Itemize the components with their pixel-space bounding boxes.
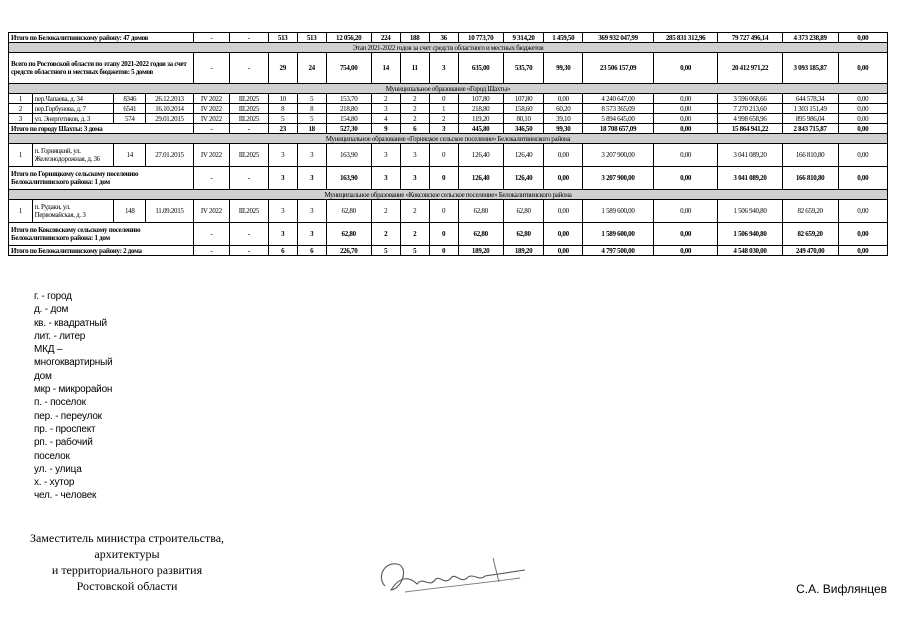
total-value: 3 [268,223,297,246]
total-value: 14 [371,53,400,84]
table-cell: 158,60 [503,104,544,114]
address-cell: пер.Горбунова, д. 7 [32,104,114,114]
table-cell: 3 [371,144,400,167]
table-cell: 895 986,04 [782,114,838,124]
table-cell: 2 [371,94,400,104]
signer-position-line: и территориального развития [51,563,203,577]
total-value: 3 [297,167,326,190]
table-cell: 3 [400,144,429,167]
total-value: 12 056,20 [326,33,371,43]
total-value: - [230,246,269,256]
total-value: 369 932 047,99 [583,33,654,43]
total-value: 2 [400,223,429,246]
table-cell: 2 [400,114,429,124]
total-value: 0,00 [838,33,888,43]
total-value: 62,80 [503,223,544,246]
abbreviation-item: рп. - рабочий [34,437,93,449]
table-cell: 8 [268,104,297,114]
table-cell: 0,00 [544,94,583,104]
section-header-row [9,134,888,144]
section-header: Муниципальное образование «Коксовское сельское поселение» Белокалитвинского района [9,190,888,200]
abbreviations-list [34,290,112,503]
table-cell: 3 596 068,66 [718,94,782,104]
table-cell: 8 [297,104,326,114]
table-cell: 14 [114,144,146,167]
table-cell: 0 [429,200,458,223]
total-row [9,167,888,190]
table-cell: 62,80 [326,200,371,223]
total-value: 23 [268,124,297,134]
total-value: 36 [429,33,458,43]
total-label: Итого по Коксовскому сельскому поселению Белокалитвинского района: 1 дом [9,223,194,246]
table-cell: 163,90 [326,144,371,167]
housing-table [8,32,888,256]
table-cell: 4 998 658,96 [718,114,782,124]
table-cell: 148 [114,200,146,223]
table-cell: 62,80 [458,200,503,223]
table-cell: 3 [297,144,326,167]
abbreviation-item: многоквартирный [34,357,113,369]
total-value: 754,00 [326,53,371,84]
table-cell: 1 589 600,00 [583,200,654,223]
table-row [9,200,888,223]
table-cell: 27.01.2015 [146,144,193,167]
total-value: 513 [297,33,326,43]
total-value: 249 470,00 [782,246,838,256]
total-value: 23 506 157,09 [583,53,654,84]
total-value: 0,00 [838,246,888,256]
total-value: 0,00 [544,246,583,256]
table-cell: 5 [268,114,297,124]
table-cell: 126,40 [503,144,544,167]
total-label: Итого по Горняцкому сельскому поселению Белокалитвинского района: 1 дом [9,167,194,190]
total-value: 224 [371,33,400,43]
total-value: 3 [429,124,458,134]
table-cell: 0,00 [653,114,717,124]
total-value: 15 864 941,22 [718,124,782,134]
total-value: 18 708 657,09 [583,124,654,134]
table-cell: 0,00 [838,200,888,223]
total-value: - [230,124,269,134]
table-cell: 1 [9,94,33,104]
total-label: Итого по городу Шахты: 3 дома [9,124,194,134]
table-cell: III.2025 [230,114,269,124]
signer-position [12,530,242,594]
abbreviation-item: мкр - микрорайон [34,384,113,396]
total-value: - [230,33,269,43]
total-value: 29 [268,53,297,84]
table-cell: 2 [400,104,429,114]
address-cell: п. Горняцкий, ул. Железнодорожная, д. 36 [32,144,114,167]
table-row [9,94,888,104]
total-value: - [193,33,229,43]
total-value: - [230,53,269,84]
table-cell: 82 659,20 [782,200,838,223]
total-value: 1 506 940,80 [718,223,782,246]
total-value: - [193,167,229,190]
abbreviation-item: д. - дом [34,304,69,316]
total-value: 0 [429,167,458,190]
table-cell: 4 [371,114,400,124]
total-value: 0 [429,246,458,256]
table-cell: 3 207 900,00 [583,144,654,167]
table-cell: IV 2022 [193,104,229,114]
table-cell: 3 [371,104,400,114]
total-value: 126,40 [458,167,503,190]
total-value: 535,70 [503,53,544,84]
table-cell: 154,80 [326,114,371,124]
total-row [9,53,888,84]
total-value: 9 [371,124,400,134]
total-value: 0,00 [838,53,888,84]
total-value: 3 [371,167,400,190]
section-header-row [9,84,888,94]
table-row [9,144,888,167]
table-cell: 2 [400,94,429,104]
table-cell: IV 2022 [193,94,229,104]
total-value: 445,80 [458,124,503,134]
table-row [9,104,888,114]
table-cell: 107,80 [503,94,544,104]
table-cell: 3 041 089,20 [718,144,782,167]
total-value: 226,70 [326,246,371,256]
total-value: 0,00 [838,223,888,246]
total-value: 513 [268,33,297,43]
abbreviation-item: пр. - проспект [34,423,96,435]
table-cell: III.2025 [230,104,269,114]
table-cell: 0,00 [653,144,717,167]
table-cell: 644 578,34 [782,94,838,104]
table-cell: 2 [9,104,33,114]
total-label: Итого по Белокалитвинскому району: 47 домов [9,33,194,43]
total-row [9,246,888,256]
total-value: 0,00 [653,223,717,246]
total-label: Всего по Ростовской области по этапу 2021-2022 годов за счет средств областного и местных бюджетов: 5 домов [9,53,194,84]
table-cell: III.2025 [230,200,269,223]
abbreviation-item: кв. - квадратный [34,317,107,329]
signer-position-line: Заместитель министра строительства, [29,531,225,545]
total-value: 6 [400,124,429,134]
abbreviation-item: п. - поселок [34,397,86,409]
table-cell: 60,20 [544,104,583,114]
table-cell: 2 [371,200,400,223]
table-cell: 6541 [114,104,146,114]
signer-position-line: Ростовской области [76,579,178,593]
total-value: 3 041 089,20 [718,167,782,190]
total-value: 10 773,70 [458,33,503,43]
table-cell: III.2025 [230,144,269,167]
total-value: - [230,223,269,246]
section-header: Муниципальное образование «Город Шахты» [9,84,888,94]
total-value: 126,40 [503,167,544,190]
table-cell: 3 [9,114,33,124]
total-value: 163,90 [326,167,371,190]
total-value: 0,00 [653,167,717,190]
abbreviation-item: чел. - человек [34,490,97,502]
total-value: 2 [371,223,400,246]
table-cell: 11.09.2015 [146,200,193,223]
table-cell: 16.10.2014 [146,104,193,114]
table-cell: 62,80 [503,200,544,223]
table-cell: 1 [429,104,458,114]
total-value: 635,00 [458,53,503,84]
total-value: 527,30 [326,124,371,134]
total-value: 0 [429,223,458,246]
total-value: 9 314,20 [503,33,544,43]
total-value: - [193,223,229,246]
table-cell: 1 [9,144,33,167]
total-value: 18 [297,124,326,134]
table-cell: 0 [429,144,458,167]
table-cell: 0,00 [544,144,583,167]
section-header-row [9,43,888,53]
total-value: 62,80 [326,223,371,246]
total-value: 0,00 [544,167,583,190]
total-value: 3 [400,167,429,190]
total-value: 188 [400,33,429,43]
table-cell: 29.01.2015 [146,114,193,124]
table-cell: 1 [9,200,33,223]
table-cell: 2 [429,114,458,124]
table-cell: 3 [268,200,297,223]
table-cell: 0 [429,94,458,104]
table-cell: 126,40 [458,144,503,167]
total-value: 5 [400,246,429,256]
total-value: - [230,167,269,190]
table-cell: 3 [297,200,326,223]
table-cell: 0,00 [838,144,888,167]
total-value: 166 810,80 [782,167,838,190]
total-value: 4 797 500,00 [583,246,654,256]
total-value: 0,00 [653,246,717,256]
table-cell: 153,70 [326,94,371,104]
table-cell: 5 894 645,00 [583,114,654,124]
table-cell: 4 240 647,00 [583,94,654,104]
total-value: 62,80 [458,223,503,246]
signer-position-line: архитектуры [94,547,160,561]
total-value: 3 [297,223,326,246]
address-cell: п. Рудаки, ул. Первомайская, д. 3 [32,200,114,223]
table-cell: IV 2022 [193,114,229,124]
total-value: 189,20 [458,246,503,256]
abbreviation-item: дом [34,370,52,382]
table-cell: 0,00 [838,114,888,124]
address-cell: ул. Энергетиков, д. 3 [32,114,114,124]
table-cell: 218,80 [326,104,371,114]
total-value: 1 459,50 [544,33,583,43]
abbreviation-item: МКД – [34,344,63,356]
table-cell: 1 303 151,49 [782,104,838,114]
table-cell: IV 2022 [193,144,229,167]
table-cell: 0,00 [653,104,717,114]
section-header-row [9,190,888,200]
table-cell: 7 270 213,60 [718,104,782,114]
section-header: Муниципальное образование «Горняцкое сельское поселение» Белокалитвинского района [9,134,888,144]
total-value: 0,00 [838,124,888,134]
total-value: - [193,124,229,134]
abbreviation-item: г. - город [34,291,72,302]
table-cell: IV 2022 [193,200,229,223]
table-cell: 218,80 [458,104,503,114]
table-cell: 26.12.2013 [146,94,193,104]
total-value: 5 [371,246,400,256]
total-value: 285 831 312,96 [653,33,717,43]
total-value: 1 589 600,00 [583,223,654,246]
total-value: 6 [268,246,297,256]
table-cell: 1 506 940,80 [718,200,782,223]
address-cell: пер.Чапаева, д. 34 [32,94,114,104]
handwritten-signature [375,548,535,600]
total-value: 79 727 496,14 [718,33,782,43]
signer-name: С.А. Вифлянцев [796,582,887,596]
table-cell: 0,00 [544,200,583,223]
table-cell: 0,00 [653,94,717,104]
table-cell: 8346 [114,94,146,104]
total-value: 189,20 [503,246,544,256]
total-value: 0,00 [544,223,583,246]
abbreviation-item: х. - хутор [34,477,75,489]
table-cell: 0,00 [653,200,717,223]
table-cell: 8 573 365,09 [583,104,654,114]
table-cell: 2 [400,200,429,223]
total-row [9,124,888,134]
total-value: - [193,246,229,256]
table-cell: 5 [297,94,326,104]
total-value: 0,00 [653,53,717,84]
total-value: 0,00 [838,167,888,190]
table-cell: 10 [268,94,297,104]
total-row [9,223,888,246]
section-header: Этап 2021-2022 годов за счет средств областного и местных бюджетов [9,43,888,53]
total-value: 3 207 900,00 [583,167,654,190]
total-value: 346,50 [503,124,544,134]
total-value: 99,30 [544,53,583,84]
abbreviation-item: поселок [34,450,70,462]
total-value: - [193,53,229,84]
table-cell: 0,00 [838,104,888,114]
table-cell: 0,00 [838,94,888,104]
table-cell: 80,10 [503,114,544,124]
table-cell: 119,20 [458,114,503,124]
abbreviation-item: лит. - литер [34,330,86,342]
total-value: 11 [400,53,429,84]
table-cell: 574 [114,114,146,124]
total-value: 3 [429,53,458,84]
abbreviation-item: ул. - улица [34,463,82,475]
total-value: 4 548 030,00 [718,246,782,256]
total-value: 3 093 185,87 [782,53,838,84]
total-value: 6 [297,246,326,256]
table-cell: 5 [297,114,326,124]
table-cell: 3 [268,144,297,167]
total-value: 3 [268,167,297,190]
table-cell: III.2025 [230,94,269,104]
table-cell: 107,80 [458,94,503,104]
table-row [9,114,888,124]
total-value: 82 659,20 [782,223,838,246]
total-value: 0,00 [653,124,717,134]
total-value: 20 412 971,22 [718,53,782,84]
table-cell: 39,10 [544,114,583,124]
total-value: 99,30 [544,124,583,134]
abbreviation-item: пер. - переулок [34,410,102,422]
total-value: 24 [297,53,326,84]
total-value: 4 373 238,89 [782,33,838,43]
total-label: Итого по Белокалитвинскому району: 2 дома [9,246,194,256]
total-row [9,33,888,43]
table-cell: 166 810,80 [782,144,838,167]
total-value: 2 843 715,87 [782,124,838,134]
